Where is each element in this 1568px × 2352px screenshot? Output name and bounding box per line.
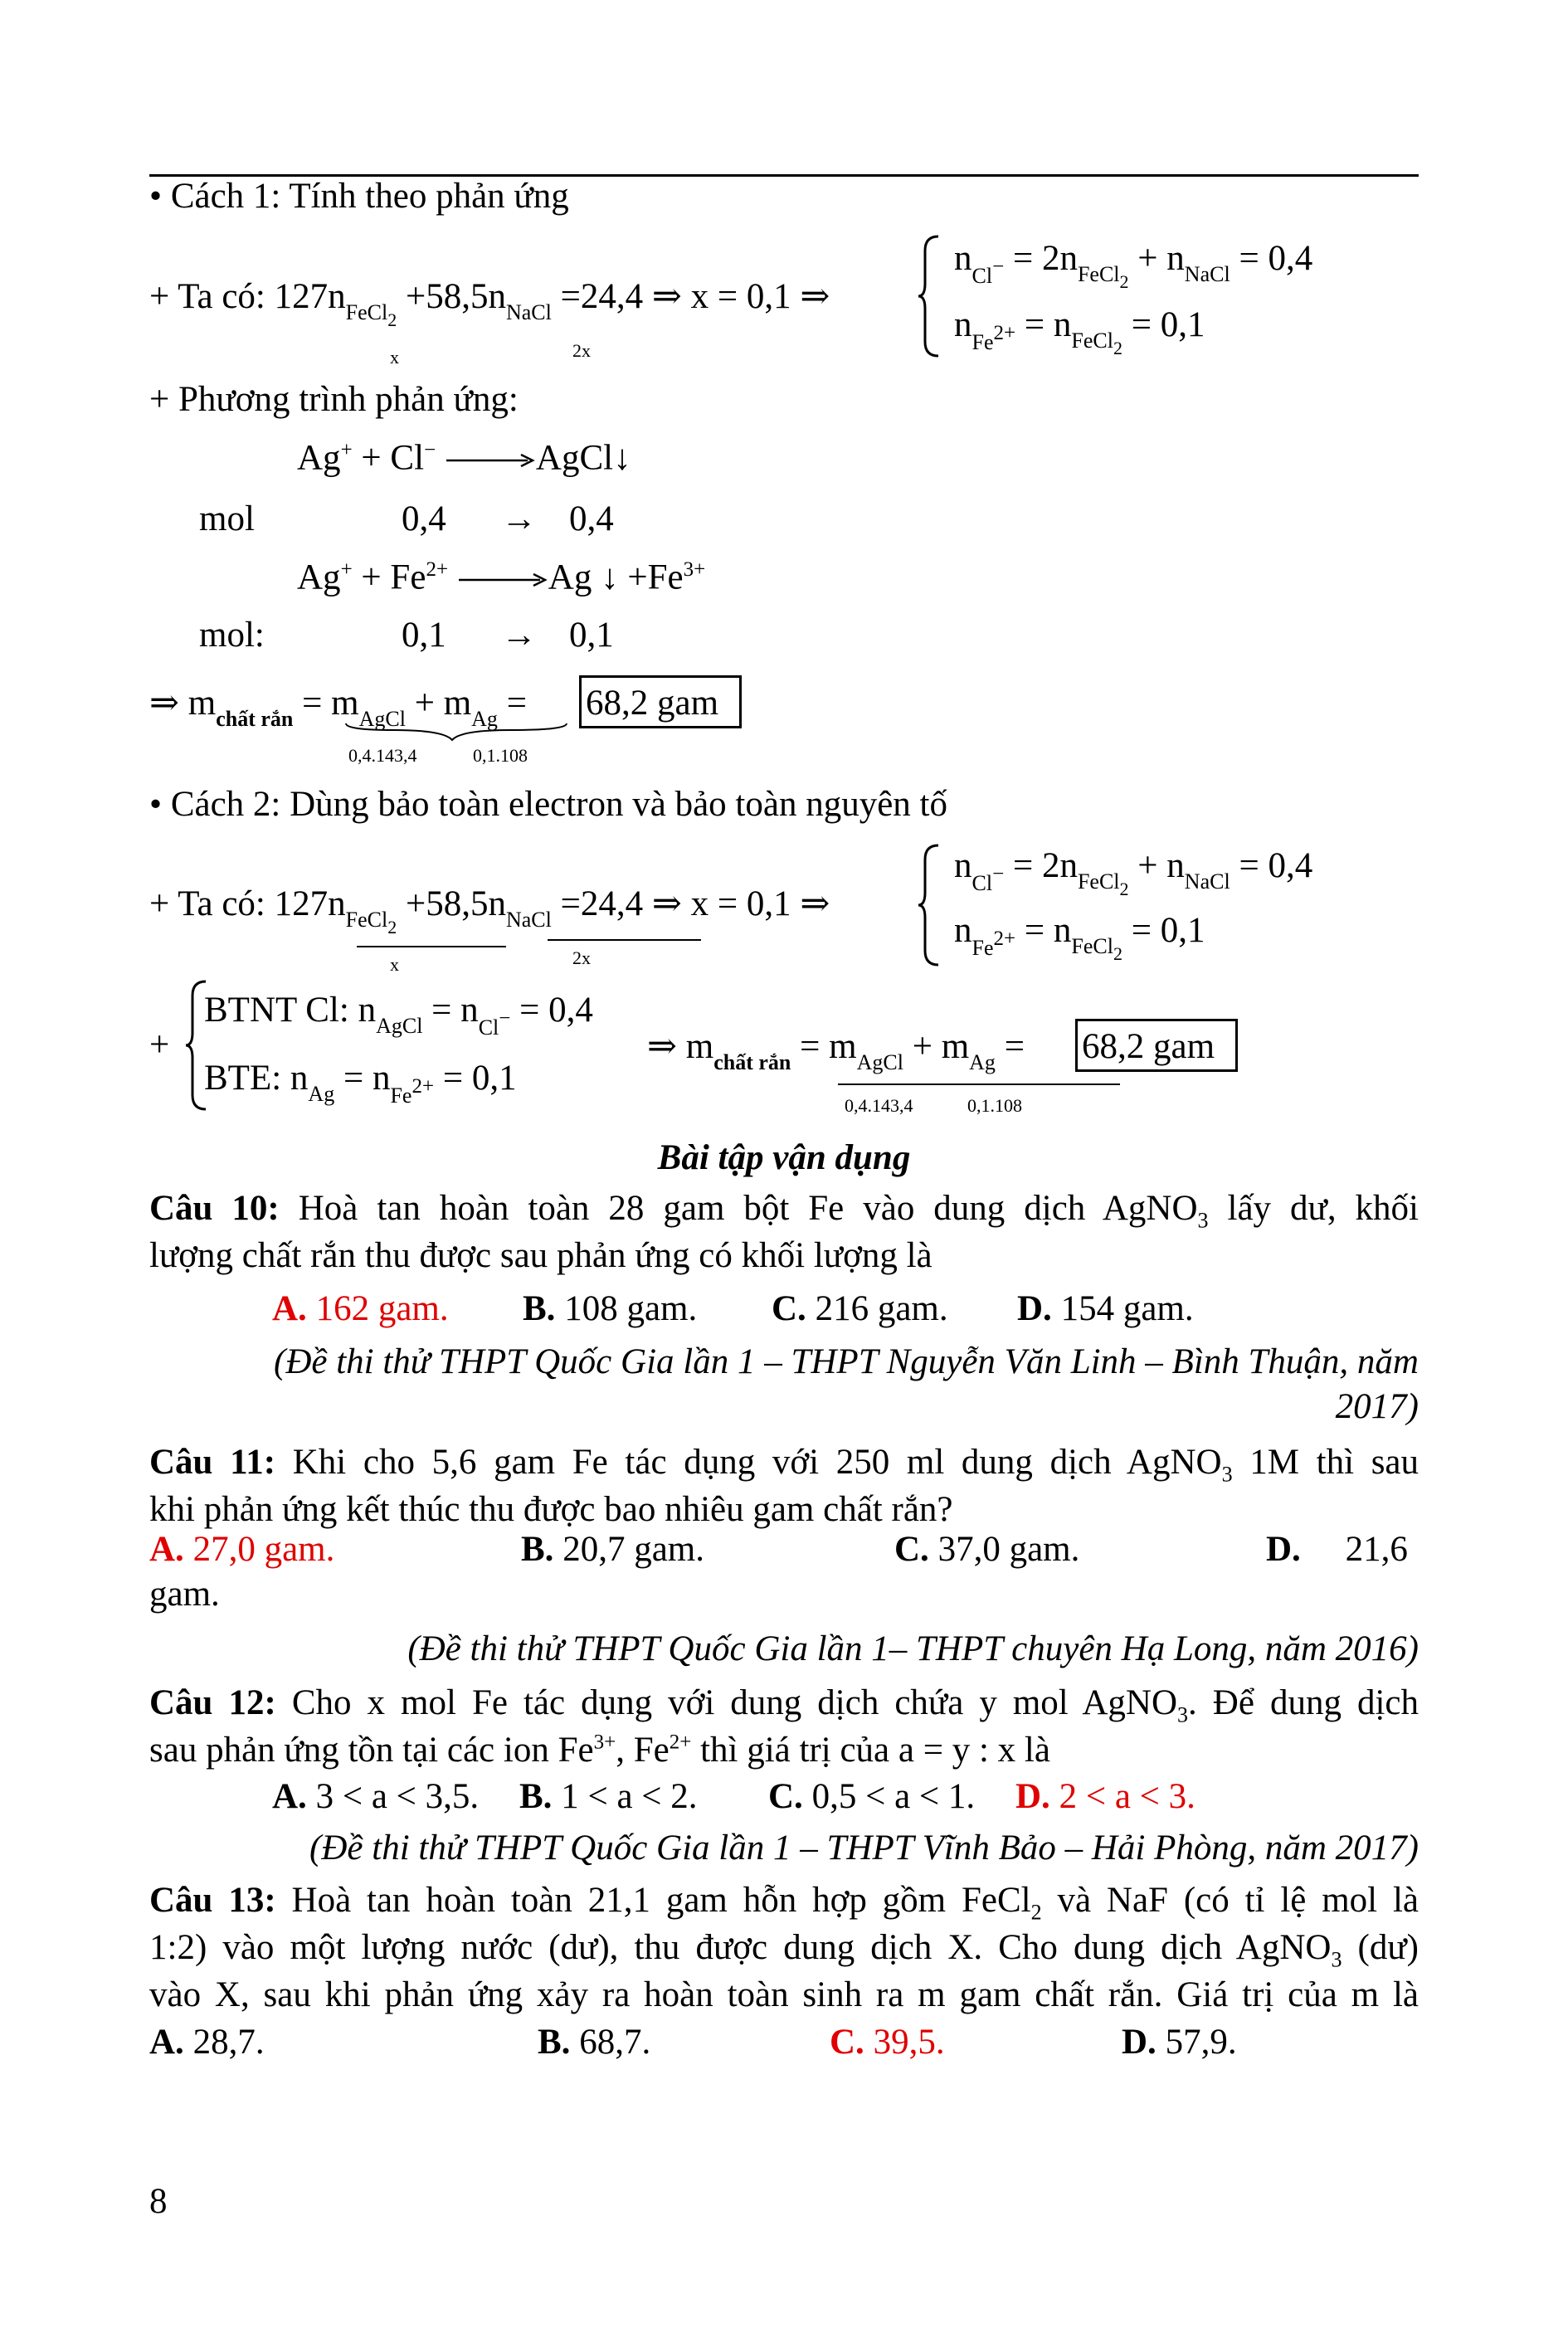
long-arrow-icon xyxy=(445,452,536,469)
sys4-sub: Fe xyxy=(971,936,994,960)
sys2-eq: = n xyxy=(1024,305,1072,344)
plus-sign: + xyxy=(149,1025,170,1064)
res2-sub: chất rắn xyxy=(713,1050,791,1074)
sys3-n: n xyxy=(954,846,972,885)
q10-line2: lượng chất rắn thu được sau phản ứng có khối lượng là xyxy=(149,1236,933,1275)
q12-option-a[interactable] xyxy=(272,1779,479,1814)
q10-option-b[interactable] xyxy=(523,1291,697,1327)
sys3-eq: = 2n xyxy=(1012,846,1078,885)
q12-line1: Cho x mol Fe tác dụng với dung dịch chứa y mol AgNO xyxy=(291,1683,1178,1722)
r2-sup3: 3+ xyxy=(683,558,706,581)
method2-equation xyxy=(149,884,830,937)
sys3-sub: Cl xyxy=(971,871,993,895)
right-arrow-icon: → xyxy=(501,499,537,538)
underbrace-icon xyxy=(344,720,568,745)
method2-heading-text: Cách 2: Dùng bảo toàn electron và bảo toàn nguyên tố xyxy=(170,785,947,824)
q13-line1b: và NaF (có tỉ lệ mol là xyxy=(1041,1881,1419,1920)
q11-sub: 3 xyxy=(1221,1462,1233,1487)
q11-line2: khi phản ứng kết thúc thu được bao nhiêu gam chất rắn? xyxy=(149,1490,953,1529)
r2-prod: Ag xyxy=(548,558,592,597)
option-key: B. xyxy=(519,1777,553,1816)
option-key: B. xyxy=(538,2023,571,2062)
reaction-title: + Phương trình phản ứng: xyxy=(149,380,519,419)
res-sub3: Ag xyxy=(471,707,498,731)
res2-eq: = m xyxy=(800,1027,857,1066)
r1-sup2: − xyxy=(424,439,436,461)
under-agcl: 0,4.143,4 xyxy=(348,745,417,766)
sys4-val: = 0,1 xyxy=(1131,911,1205,950)
question-10 xyxy=(149,1185,1419,1279)
r1-sup: + xyxy=(340,439,353,461)
option-key: C. xyxy=(772,1289,806,1328)
eq-n2: n xyxy=(488,277,506,316)
bte-row xyxy=(204,1059,517,1108)
option-text: 27,0 gam. xyxy=(192,1530,335,1569)
option-text: 154 gam. xyxy=(1060,1289,1194,1328)
mol2-b: 0,1 xyxy=(569,616,614,655)
reaction1 xyxy=(297,438,631,478)
q13-line2a: 1:2) vào một lượng nước (dư), thu được dung dịch X. Cho dung dịch AgNO xyxy=(149,1928,1332,1967)
eq-sub3: NaCl xyxy=(505,300,552,324)
bullet-icon: • xyxy=(149,785,163,824)
q13-option-d[interactable] xyxy=(1122,2024,1237,2060)
btnt-sub: AgCl xyxy=(376,1014,423,1038)
option-text: 39,5. xyxy=(873,2023,945,2062)
option-text: 20,7 gam. xyxy=(562,1530,704,1569)
mol2-label: mol: xyxy=(199,616,265,655)
option-key: A. xyxy=(272,1777,307,1816)
r2-plus: + Fe xyxy=(361,558,426,597)
r1-ag: Ag xyxy=(297,438,341,478)
option-key: A. xyxy=(149,2023,184,2062)
sys2-val: = 0,1 xyxy=(1131,305,1205,344)
question-13 xyxy=(149,1877,1419,2018)
sys2-sub: Fe xyxy=(971,330,994,354)
left-brace-icon xyxy=(917,234,942,358)
option-text: 2 < a < 3. xyxy=(1059,1777,1195,1816)
under2-x: x xyxy=(390,954,399,975)
mol1-label: mol xyxy=(199,499,255,538)
underline xyxy=(838,1083,1120,1085)
res-eq: = m xyxy=(302,684,359,723)
under-ag: 0,1.108 xyxy=(473,745,528,766)
bte-val: = 0,1 xyxy=(442,1059,517,1098)
option-text: 68,7. xyxy=(579,2023,651,2062)
eq-sub: FeCl xyxy=(345,300,388,324)
res2-eq2: = xyxy=(1004,1027,1025,1066)
under-2x: 2x xyxy=(572,340,591,361)
q12-option-b[interactable] xyxy=(519,1779,698,1814)
underline xyxy=(357,946,506,947)
question-label: Câu 12: xyxy=(149,1683,276,1722)
question-label: Câu 13: xyxy=(149,1881,276,1920)
eq-plus: +58,5 xyxy=(405,277,489,316)
res-eq2: = xyxy=(506,684,527,723)
btnt-val: = 0,4 xyxy=(519,991,593,1030)
sys-n: n xyxy=(954,239,972,278)
long-arrow-icon xyxy=(457,572,548,588)
method1-system-row2 xyxy=(954,305,1205,358)
q11-option-d[interactable] xyxy=(1266,1531,1408,1567)
sys-eq: = 2n xyxy=(1012,239,1078,278)
q11-option-c[interactable] xyxy=(894,1531,1079,1567)
q13-line2b: (dư) xyxy=(1342,1928,1419,1967)
option-text: 57,9. xyxy=(1165,2023,1237,2062)
method1-heading-text: Cách 1: Tính theo phản ứng xyxy=(170,177,569,216)
bte-sub: Ag xyxy=(308,1082,335,1106)
sys2-sub2b: 2 xyxy=(1113,338,1122,358)
eq2-plus: +58,5 xyxy=(405,884,489,923)
sys2-n: n xyxy=(954,305,972,344)
method1-heading xyxy=(149,178,569,214)
res-plus: + m xyxy=(414,684,472,723)
btnt-label: BTNT Cl: n xyxy=(204,991,377,1030)
method1-equation xyxy=(149,277,830,330)
r2-sup2: 2+ xyxy=(426,558,449,581)
bte-label: BTE: n xyxy=(204,1059,309,1098)
r2-ag: Ag xyxy=(297,558,341,597)
right-arrow-icon: → xyxy=(501,616,537,655)
option-key: D. xyxy=(1266,1530,1301,1569)
q11-option-d-wrap: gam. xyxy=(149,1575,220,1614)
eq-rest: =24,4 ⇒ x = 0,1 ⇒ xyxy=(560,277,830,316)
q12-sup1: 3+ xyxy=(593,1731,616,1754)
eq2-prefix: + Ta có: 127 xyxy=(149,884,329,923)
option-key: C. xyxy=(768,1777,803,1816)
q10-option-d[interactable] xyxy=(1017,1291,1194,1327)
q11-option-b[interactable] xyxy=(521,1531,704,1567)
q12-line2a: sau phản ứng tồn tại các ion Fe xyxy=(149,1731,594,1770)
eq2-n2: n xyxy=(488,884,506,923)
sys4-sub2b: 2 xyxy=(1113,943,1122,964)
res2-imp: ⇒ m xyxy=(647,1027,714,1066)
sys3-sup: − xyxy=(992,863,1005,885)
option-text: 21,6 xyxy=(1345,1530,1408,1569)
r1-plus: + Cl xyxy=(361,438,425,478)
res2-plus: + m xyxy=(912,1027,970,1066)
q12-sup2: 2+ xyxy=(669,1731,692,1754)
left-brace-icon xyxy=(917,843,942,967)
r2-sup: + xyxy=(340,558,353,581)
answer-text: 68,2 gam xyxy=(1082,1027,1215,1066)
q11-line1: Khi cho 5,6 gam Fe tác dụng với 250 ml dung dịch AgNO xyxy=(292,1443,1222,1482)
btnt-sub2: Cl xyxy=(478,1015,499,1040)
method2-system-row1 xyxy=(954,846,1313,899)
btnt-row xyxy=(204,991,593,1040)
option-key: D. xyxy=(1015,1777,1050,1816)
q13-option-c[interactable] xyxy=(830,2024,945,2060)
q12-line2c: thì giá trị của a = y : x là xyxy=(691,1731,1050,1770)
q10-source: (Đề thi thử THPT Quốc Gia lần 1 – THPT Nguyễn Văn Linh – Bình Thuận, năm xyxy=(274,1342,1419,1381)
r1-prod: AgCl xyxy=(535,438,614,478)
answer-text: 68,2 gam xyxy=(586,684,719,723)
section-title: Bài tập vận dụng xyxy=(657,1138,911,1177)
q12-sub: 3 xyxy=(1177,1702,1189,1727)
q13-option-b[interactable] xyxy=(538,2024,650,2060)
q10-line1b: lấy dư, khối xyxy=(1208,1189,1419,1228)
question-label: Câu 11: xyxy=(149,1443,276,1482)
option-key: A. xyxy=(272,1289,307,1328)
bte-sub2: Fe xyxy=(390,1083,412,1108)
method1-system-row1 xyxy=(954,239,1313,292)
q11-source: (Đề thi thử THPT Quốc Gia lần 1– THPT chuyên Hạ Long, năm 2016) xyxy=(407,1629,1419,1668)
eq2-n: n xyxy=(328,884,346,923)
mol2-a: 0,1 xyxy=(402,616,446,655)
method2-system-row2 xyxy=(954,911,1205,964)
option-key: D. xyxy=(1122,2023,1157,2062)
option-key: C. xyxy=(830,2023,864,2062)
eq-n: n xyxy=(328,277,346,316)
bullet-icon: • xyxy=(149,177,163,216)
option-text: 216 gam. xyxy=(815,1289,948,1328)
q11-line1b: 1M thì sau xyxy=(1232,1443,1419,1482)
q13-line3: vào X, sau khi phản ứng xảy ra hoàn toàn sinh ra m gam chất rắn. Giá trị của m là xyxy=(149,1975,1419,2014)
method2-result xyxy=(647,1027,1025,1074)
q10-line1: Hoà tan hoàn toàn 28 gam bột Fe vào dung dịch AgNO xyxy=(298,1189,1198,1228)
res2-sub2: AgCl xyxy=(856,1050,903,1074)
q13-sub2: 3 xyxy=(1331,1947,1342,1972)
q12-source: (Đề thi thử THPT Quốc Gia lần 1 – THPT Vĩnh Bảo – Hải Phòng, năm 2017) xyxy=(309,1829,1419,1867)
bte-sup2: 2+ xyxy=(411,1075,435,1098)
sys2-sub2: FeCl xyxy=(1071,329,1113,353)
question-11 xyxy=(149,1439,1419,1533)
q13-sub1: 2 xyxy=(1030,1900,1042,1925)
res-sub2: AgCl xyxy=(358,707,406,731)
sys-sub: Cl xyxy=(971,264,993,288)
method2-heading xyxy=(149,786,947,822)
btnt-eq: = n xyxy=(431,991,479,1030)
res2-sub3: Ag xyxy=(969,1050,996,1074)
under2-2x: 2x xyxy=(572,947,591,968)
option-text: 37,0 gam. xyxy=(937,1530,1080,1569)
option-key: A. xyxy=(149,1530,184,1569)
option-key: B. xyxy=(521,1530,554,1569)
bte-eq: = n xyxy=(343,1059,391,1098)
res-sub: chất rắn xyxy=(216,707,294,731)
option-text: 1 < a < 2. xyxy=(561,1777,698,1816)
sys3-sub2: FeCl xyxy=(1077,869,1120,894)
page-number: 8 xyxy=(149,2182,168,2221)
sys4-sub2: FeCl xyxy=(1071,934,1113,958)
sys-sub3: NaCl xyxy=(1184,262,1230,286)
down-arrow-icon: ↓ xyxy=(613,438,631,478)
option-text: 0,5 < a < 1. xyxy=(811,1777,976,1816)
question-12 xyxy=(149,1679,1419,1774)
sys-plus: + n xyxy=(1137,239,1185,278)
method1-result xyxy=(149,684,527,731)
under-x: x xyxy=(390,347,399,368)
option-text: 108 gam. xyxy=(564,1289,698,1328)
eq-prefix: + Ta có: 127 xyxy=(149,277,329,316)
sys3-sub2b: 2 xyxy=(1119,879,1129,899)
q10-option-a[interactable] xyxy=(272,1291,449,1327)
mol1-b: 0,4 xyxy=(569,499,614,538)
sys4-n: n xyxy=(954,911,972,950)
sys-sup: − xyxy=(992,256,1005,278)
eq2-sub3: NaCl xyxy=(505,908,552,932)
sys4-eq: = n xyxy=(1024,911,1072,950)
sys3-plus: + n xyxy=(1137,846,1185,885)
r2-plus2: +Fe xyxy=(627,558,684,597)
down-arrow-icon: ↓ xyxy=(601,558,619,597)
eq2-sub: FeCl xyxy=(345,908,388,932)
option-key: C. xyxy=(894,1530,929,1569)
q12-option-d[interactable] xyxy=(1015,1779,1195,1814)
mol1-a: 0,4 xyxy=(402,499,446,538)
q10-sub: 3 xyxy=(1197,1208,1209,1233)
option-key: B. xyxy=(523,1289,556,1328)
q13-option-a[interactable] xyxy=(149,2024,265,2060)
question-label: Câu 10: xyxy=(149,1189,280,1228)
q12-line1b: . Để dung dịch xyxy=(1188,1683,1419,1722)
option-text: 3 < a < 3,5. xyxy=(315,1777,480,1816)
sys2-sup: 2+ xyxy=(993,322,1016,344)
sys3-sub3: NaCl xyxy=(1184,869,1230,894)
under2-ag: 0,1.108 xyxy=(967,1095,1022,1116)
option-key: D. xyxy=(1017,1289,1052,1328)
eq2-rest: =24,4 ⇒ x = 0,1 ⇒ xyxy=(560,884,830,923)
eq2-sub2: 2 xyxy=(387,917,397,937)
option-text: 162 gam. xyxy=(315,1289,449,1328)
btnt-sup2: − xyxy=(499,1007,511,1030)
q12-line2b: , Fe xyxy=(616,1731,670,1770)
eq-sub2: 2 xyxy=(387,309,397,330)
reaction2 xyxy=(297,559,705,595)
underline xyxy=(548,939,701,941)
q10-option-c[interactable] xyxy=(772,1291,948,1327)
sys4-sup: 2+ xyxy=(993,928,1016,950)
sys-sub2: FeCl xyxy=(1077,262,1120,286)
under2-agcl: 0,4.143,4 xyxy=(845,1095,913,1116)
sys3-val: = 0,4 xyxy=(1239,846,1313,885)
sys-sub2b: 2 xyxy=(1119,271,1129,292)
option-text: 28,7. xyxy=(192,2023,265,2062)
sys-val: = 0,4 xyxy=(1239,239,1313,278)
q13-line1a: Hoà tan hoàn toàn 21,1 gam hỗn hợp gồm FeCl xyxy=(291,1881,1031,1920)
q11-option-a[interactable] xyxy=(149,1531,334,1567)
q12-option-c[interactable] xyxy=(768,1779,975,1814)
res-imp: ⇒ m xyxy=(149,684,217,723)
q10-source-year: 2017) xyxy=(1335,1387,1419,1426)
